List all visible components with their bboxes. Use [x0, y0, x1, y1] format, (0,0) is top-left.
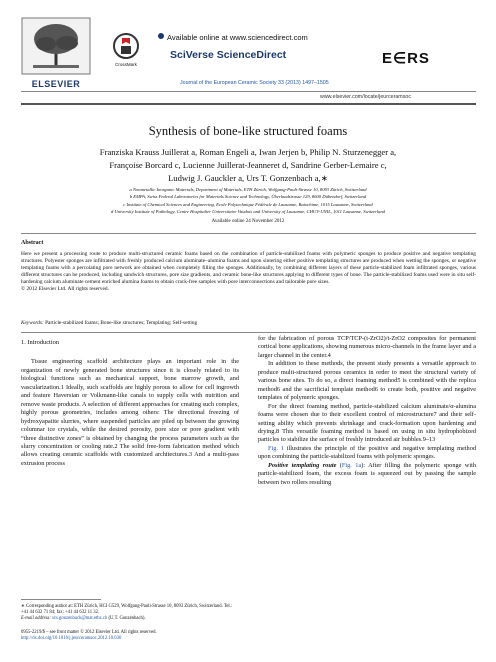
front-matter-note	[21, 630, 239, 642]
abstract-copyright: © 2012 Elsevier Ltd. All rights reserved.	[21, 286, 109, 293]
header-divider	[21, 91, 476, 92]
abstract-heading: Abstract	[21, 240, 44, 246]
corresponding-footnote	[21, 604, 239, 622]
sciencedirect-dot-icon	[158, 33, 164, 39]
author-line: Françoise Borcard c, Lucienne Juillerat-Jeanneret d, Sandrine Gerber-Lemaire c,	[109, 160, 387, 170]
publisher-name: ELSEVIER	[31, 79, 81, 89]
crossmark-label: CrossMark	[115, 62, 137, 67]
available-date: Available online 24 November 2012	[211, 219, 285, 224]
paragraph: for the fabrication of porous TCP/TCP-(t-ZrO2)/t-ZrO2 composites for permanent cortical bone applications, showing numerous micro-channels in the frame layer and a larger channel in the center.4	[258, 335, 476, 359]
email-label: E-mail address:	[21, 616, 51, 622]
abstract-top-divider	[21, 233, 476, 234]
issn-line: 0955-2219/$ – see front matter © 2012 Elsevier Ltd. All rights reserved.	[21, 630, 157, 635]
available-online-text: Available online at www.sciencedirect.com	[167, 33, 308, 42]
figure-link[interactable]: Fig. 1	[268, 444, 284, 452]
affiliation: d University Institute of Pathology, Centre Hospitalier Universitaire Vaudois and University of Lausanne, CHUV-UNIL, 1011 Lausanne, Switzerland	[111, 208, 385, 214]
affiliation: b EMPA, Swiss Federal Laboratories for Materials Science and Technology, Überlandstrasse 129, 8600 Dübendorf, Switzerland	[129, 194, 367, 200]
intro-paragraph: Tissue engineering scaffold architecture plays an important role in the organization of newly generated bone structures since it is closely related to its biological functions such as mechanical support, bone marrow growth, and vascularization.1 Ideally, such scaffolds are highly porous to allow for cell ingrowth and feature Haversian or Volkmann-like canals to supply cells with nutrition and remove waste products. A selection of different approaches for creating such complex, highly porous geometries, includes among others: The directional freezing of hydroxyapatite slurries, where suspended particles are piled up between the growing columnar ice crystals, while the desired porosity, pore size or pore gradient with “three distinctive zones” is obtained by changing the process parameters such as the slurry concentration or cooling rate.2 The solid free-form fabrication method which allows creating ceramic scaffolds with customized architectures.3 And a multi-pass extrusion process	[21, 358, 239, 467]
elsevier-tree-logo	[21, 17, 91, 75]
article-title: Synthesis of bone-like structured foams	[148, 124, 348, 138]
sciverse-sciencedirect-title: SciVerse ScienceDirect	[170, 49, 287, 61]
author-line: Ludwig J. Gauckler a, Urs T. Gonzenbach a,∗	[168, 173, 328, 183]
doi-link[interactable]: http://dx.doi.org/10.1016/j.jeurceramsoc.2012.10.030	[21, 636, 122, 642]
subheading: Positive templating route	[268, 461, 337, 469]
journal-homepage-link[interactable]: www.elsevier.com/locate/jeurceramsoc	[320, 94, 411, 100]
keywords-label: Keywords:	[21, 320, 44, 326]
right-column	[258, 335, 476, 487]
abstract-bottom-divider	[21, 332, 476, 333]
paragraph: Positive templating route (Fig. 1a): After filling the polymeric sponge with particle-stabilized foam, the excess foam is squeezed out by passing the sample between two rollers resulting	[258, 461, 476, 486]
paragraph-text: ): After filling the polymeric sponge with particle-stabilized foam, the excess foam is squeezed out by passing the sample between two rollers resulting	[258, 461, 476, 486]
email-suffix: (U.T. Gonzenbach).	[107, 616, 146, 622]
paragraph: For the direct foaming method, particle-stabilized calcium aluminate/α-alumina foams were chosen due to their excellent control of microstructure7 and their self-setting ability which prevents shrinkage and crack-formation upon hardening and drying.8 This versatile foaming method is based on using in situ hydrophobized particles to stabilize the surface of freshly introduced air bubbles.9–13	[258, 402, 476, 444]
journal-logo: E∈RS	[382, 50, 430, 67]
corresponding-author: ∗ Corresponding author at: ETH Zürich, HCI G529, Wolfgang-Pauli-Strasse 10, 8093 Zürich, Switzerland. Tel.: +41 44 632 71 84; fax: +41 44 632 11 32.	[21, 604, 233, 616]
email-link[interactable]: urs.gonzenbach@mat.ethz.ch	[52, 616, 108, 622]
header-thick-divider	[21, 103, 476, 105]
affiliations	[30, 186, 466, 215]
paragraph: In addition to these methods, the present study presents a versatile approach to produce multi-structured porous ceramics in order to meet the structural variety of various bone sites. To do so, a direct foaming method5 is combined with the replica method6 and the sacrificial template method6 to create both, positive and negative templates of polymeric sponges.	[258, 360, 476, 402]
abstract-body	[21, 251, 476, 294]
author-list	[40, 146, 456, 185]
footnote-divider	[21, 599, 101, 600]
email-line	[21, 616, 239, 622]
figure-link[interactable]: Fig. 1a	[341, 461, 362, 469]
paragraph-text: illustrates the principle of the positive and negative templating method upon combining the particle-stabilized foams with polymeric sponges.	[258, 444, 476, 461]
journal-citation[interactable]: Journal of the European Ceramic Society 33 (2013) 1497–1505	[180, 80, 329, 86]
paragraph	[258, 445, 476, 462]
affiliation: c Institute of Chemical Sciences and Engineering, Ecole Polytechnique Fédérale de Lausanne, Batochime, 1015 Lausanne, Switzerland	[123, 201, 373, 207]
abstract-text: Here we present a processing route to produce multi-structured ceramic foams based on the combination of particle-stabilized foams with polymeric sponges to produce positive and negative templating structures. Polyester sponges are infiltrated with freshly produced calcium aluminate–alumina foams and upon sintering either positive templating structures are produced when wetting the sponges, or negative templating foams with a percolating pore network are obtained when completely filling the sponges. Additionally, by combining different layers of these particle-stabilized foam infiltrated sponges, various different structures can be produced, including sandwich structures, pore size gradients, and ceramic bone-like structures applying to different types of bone. The particle-stabilized foams used were in situ self-hardening calcium aluminate cement enriched alumina foams to obtain crack-free samples with pore interconnections and tailorable pore sizes.	[21, 251, 476, 286]
author-line: Franziska Krauss Juillerat a, Roman Engeli a, Iwan Jerjen b, Philip N. Sturzenegger a,	[99, 147, 397, 157]
crossmark-icon[interactable]	[112, 32, 140, 60]
left-column	[21, 339, 239, 468]
affiliation: a Nonmetallic Inorganic Materials, Department of Materials, ETH Zürich, Wolfgang-Pauli-Strasse 10, 8093 Zürich, Switzerland	[129, 187, 367, 192]
keywords-text: Particle-stabilized foams; Bone-like structures; Templating; Self-setting	[45, 320, 198, 326]
section-heading: 1. Introduction	[21, 339, 59, 346]
keywords	[21, 320, 476, 326]
